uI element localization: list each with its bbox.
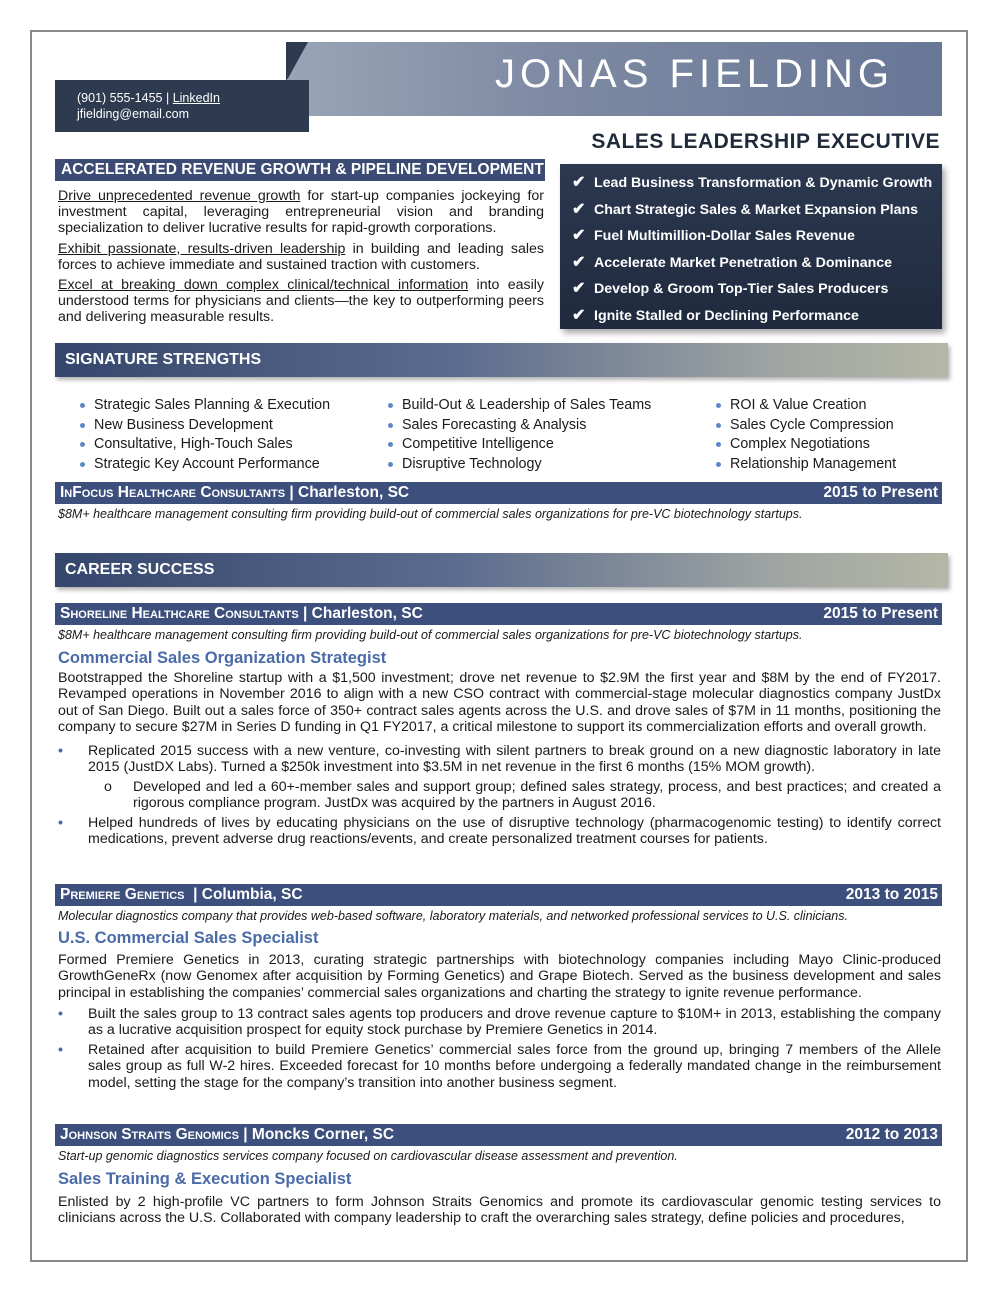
company-name: Johnson Straits Genomics (60, 1126, 239, 1143)
achievement-subbullet: o Developed and led a 60+-member sales and support group; defined sales strategy, process, and best practices; and created a rigorous compliance program. JustDx was acquired by the partners in August 2016. (104, 778, 941, 812)
job-summary-text: Enlisted by 2 high-profile VC partners to form Johnson Straits Genomics and promote its cardiovascular genomic testing services to clinicians across the U.S. Collaborated with company leadership to craft the overarching sales strategy, define policies and procedures, (58, 1194, 941, 1227)
strength-item: Consultative, High-Touch Sales (78, 435, 330, 455)
check-icon: ✔ (572, 227, 586, 245)
company-name: InFocus Healthcare Consultants (60, 484, 286, 501)
phone: (901) 555-1455 (77, 91, 163, 105)
bullet-icon: • (58, 1006, 63, 1022)
bullet-icon: • (58, 814, 63, 831)
strengths-column-3 (714, 396, 896, 474)
company-dates: 2015 to Present (823, 605, 938, 622)
company-dates: 2013 to 2015 (845, 886, 938, 903)
highlights-box (560, 164, 942, 329)
contact-box (55, 80, 309, 132)
strength-item: New Business Development (78, 416, 330, 436)
highlight-item: ✔ Ignite Stalled or Declining Performance (572, 303, 942, 330)
summary-lead: Excel at breaking down complex clinical/technical information (58, 277, 469, 294)
job-summary (58, 952, 941, 1001)
company-description: Molecular diagnostics company that provides web-based software, laboratory materials, and networked professional services to U.S. clinicians. (58, 909, 848, 923)
strength-item: Sales Cycle Compression (714, 416, 896, 436)
strength-item: Disruptive Technology (386, 455, 651, 475)
professional-title: SALES LEADERSHIP EXECUTIVE (591, 130, 940, 153)
strength-item: ROI & Value Creation (714, 396, 896, 416)
company-location: | Charleston, SC (285, 484, 410, 501)
achievement-list (58, 1006, 941, 1094)
company-location: | Moncks Corner, SC (238, 1126, 395, 1143)
company-location: | Charleston, SC (298, 605, 423, 622)
check-icon: ✔ (572, 280, 586, 298)
strength-item: Strategic Key Account Performance (78, 455, 330, 475)
check-icon: ✔ (572, 306, 586, 324)
bullet-icon: • (58, 743, 63, 759)
company-description: $8M+ healthcare management consulting firm providing build-out of commercial sales organizations for pre-VC biotechnology startups. (58, 507, 803, 521)
name-banner (288, 42, 942, 116)
company-location: | Columbia, SC (184, 886, 303, 903)
highlight-item: ✔ Lead Business Transformation & Dynamic Growth (572, 170, 942, 197)
highlight-item: ✔ Develop & Groom Top-Tier Sales Producers (572, 276, 942, 303)
strengths-column-2 (386, 396, 651, 474)
check-icon: ✔ (572, 200, 586, 218)
strength-item: Competitive Intelligence (386, 435, 651, 455)
summary-rest: in building and leading sales forces to achieve immediate and sustained traction with customers. (58, 240, 544, 273)
career-heading: CAREER SUCCESS (55, 553, 948, 587)
candidate-name: JONAS FIELDING (495, 52, 894, 96)
summary-rest: into easily understood terms for physicians and clients—the key to outperforming peers and delivering measurable results. (58, 277, 544, 326)
summary-paragraph (58, 241, 544, 273)
summary-paragraph (58, 277, 544, 326)
contact-details (77, 90, 220, 122)
summary-rest: for start-up companies jockeying for investment capital, leveraging entrepreneurial vision and branding specialization to deliver lucrative results for rapid-growth corporations. (58, 188, 544, 237)
job-title: Sales Training & Execution Specialist (58, 1170, 352, 1188)
job-summary (58, 1194, 941, 1227)
company-dates: 2015 to Present (823, 484, 938, 501)
highlight-item: ✔ Fuel Multimillion-Dollar Sales Revenue (572, 223, 942, 250)
job-summary (58, 670, 941, 736)
strength-item: Complex Negotiations (714, 435, 896, 455)
summary-banner: ACCELERATED REVENUE GROWTH & PIPELINE DEVELOPMENT (55, 159, 545, 181)
summary-lead: Exhibit passionate, results-driven leadership (58, 240, 346, 257)
circle-bullet-icon: o (104, 778, 112, 795)
company-bar-johnson (55, 1124, 942, 1146)
strengths-column-1 (78, 396, 330, 474)
company-bar-premiere (55, 884, 942, 906)
highlight-item: ✔ Accelerate Market Penetration & Dominance (572, 250, 942, 277)
separator: | (165, 91, 170, 105)
company-name: Shoreline Healthcare Consultants (60, 605, 299, 622)
company-description: $8M+ healthcare management consulting firm providing build-out of commercial sales organizations for pre-VC biotechnology startups. (58, 628, 803, 642)
check-icon: ✔ (572, 253, 586, 271)
strength-item: Strategic Sales Planning & Execution (78, 396, 330, 416)
strength-item: Build-Out & Leadership of Sales Teams (386, 396, 651, 416)
job-summary-text: Formed Premiere Genetics in 2013, curating strategic partnerships with biotechnology companies including Mayo Clinic-produced GrowthGeneRx (now Genomex after acquisition by Forming Genetics) and Grape Biotech. Served as the business development and sales principal in establishing the companies’ commercial sales organizations and charting the strategy to ignite revenue performance. (58, 952, 941, 1001)
summary-paragraph (58, 188, 544, 237)
company-bar-infocus (55, 482, 942, 504)
summary-lead: Drive unprecedented revenue growth (58, 188, 301, 204)
bullet-icon: • (58, 1041, 63, 1058)
company-bar-shoreline (55, 603, 942, 625)
strengths-heading: SIGNATURE STRENGTHS (55, 343, 948, 377)
achievement-bullet: • Built the sales group to 13 contract sales agents top producers and drove revenue capture to $10M+ in 2013, establishing the company as a lucrative acquisition prospect for equity stock purchase by Premiere Genetics in 2014. (58, 1006, 941, 1039)
achievement-bullet: • Helped hundreds of lives by educating physicians on the use of disruptive technology (pharmacogenomic testing) to identify correct medications, prevent adverse drug reactions/events, and create personalized treatment courses for patients. (58, 814, 941, 848)
strength-item: Sales Forecasting & Analysis (386, 416, 651, 436)
company-dates: 2012 to 2013 (845, 1126, 938, 1143)
contact-tab-decoration (286, 42, 308, 82)
check-icon: ✔ (572, 174, 586, 191)
email[interactable]: jfielding@email.com (77, 107, 190, 121)
company-description: Start-up genomic diagnostics services company focused on cardiovascular disease assessment and prevention. (58, 1149, 678, 1163)
job-title: Commercial Sales Organization Strategist (58, 649, 387, 667)
strength-item: Relationship Management (714, 455, 896, 475)
highlight-item: ✔ Chart Strategic Sales & Market Expansion Plans (572, 197, 942, 224)
company-name: Premiere Genetics (60, 886, 185, 903)
job-title: U.S. Commercial Sales Specialist (58, 929, 319, 947)
summary-text (58, 188, 544, 330)
linkedin-link[interactable]: LinkedIn (172, 91, 220, 105)
achievement-bullet: • Replicated 2015 success with a new venture, co-investing with silent partners to break ground on a new diagnostic laboratory in late 2015 (JustDX Labs). Turned a $250k investment into $3.5M in net revenue in the first 6 months (15% MOM growth). (58, 743, 941, 776)
achievement-list (58, 743, 941, 850)
achievement-bullet: • Retained after acquisition to build Premiere Genetics’ commercial sales force from the ground up, bringing 7 members of the Allele sales group as full W-2 hires. Exceeded forecast for 10 months before undergoing a federally mandated change in the reimbursement model, setting the stage for the company’s transition into another business segment. (58, 1041, 941, 1091)
job-summary-text: Bootstrapped the Shoreline startup with a $1,500 investment; drove net revenue to $2.9M the first year and $8M by the end of FY2017. Revamped operations in November 2016 to align with a new CSO contract with commercial-stage molecular diagnostics company JustDx out of San Diego. Built out a sales force of 350+ contract sales agents across the U.S. and drove sales of $7M in 11 months, positioning the company to secure $27M in Series D funding in Q1 FY2017, a critical milestone to support its commercialization efforts and overall growth. (58, 670, 941, 736)
